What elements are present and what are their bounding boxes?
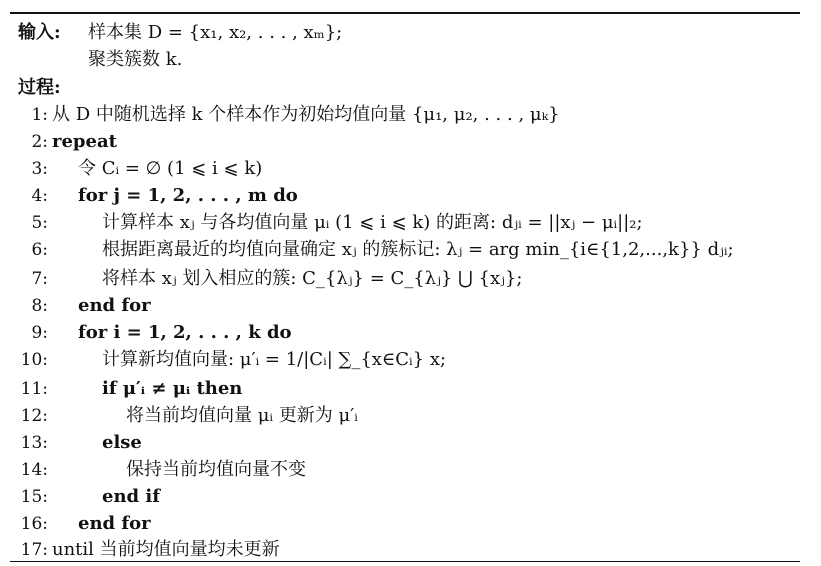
- line-number: 17:: [20, 540, 48, 560]
- line-number: 2:: [31, 132, 48, 152]
- line-number: 3:: [31, 159, 48, 179]
- line-number: 16:: [20, 514, 48, 534]
- step-text: 将当前均值向量 μᵢ 更新为 μ′ᵢ: [126, 405, 358, 426]
- bottom-rule: [10, 561, 800, 562]
- input-dataset: 样本集 D = {x₁, x₂, . . . , xₘ};: [88, 22, 343, 43]
- step-text: 计算样本 xⱼ 与各均值向量 μᵢ (1 ⩽ i ⩽ k) 的距离: dⱼᵢ = ||xⱼ − μᵢ||₂;: [102, 212, 643, 233]
- line-number: 5:: [31, 213, 48, 233]
- algorithm-block: [10, 0, 810, 566]
- step-text: repeat: [52, 131, 117, 152]
- step-text: until 当前均值向量均未更新: [52, 539, 280, 560]
- line-number: 13:: [20, 433, 48, 453]
- step-text: end for: [78, 295, 151, 316]
- line-number: 10:: [20, 350, 48, 370]
- step-text: 将样本 xⱼ 划入相应的簇: C_{λⱼ} = C_{λⱼ} ⋃ {xⱼ};: [102, 268, 523, 289]
- step-text: 计算新均值向量: μ′ᵢ = 1/|Cᵢ| ∑_{x∈Cᵢ} x;: [102, 349, 447, 370]
- step-text: 令 Cᵢ = ∅ (1 ⩽ i ⩽ k): [78, 158, 263, 179]
- top-rule: [10, 12, 800, 14]
- line-number: 11:: [20, 379, 48, 399]
- step-text: 保持当前均值向量不变: [126, 459, 306, 480]
- line-number: 6:: [31, 240, 48, 260]
- line-number: 4:: [31, 186, 48, 206]
- line-number: 15:: [20, 487, 48, 507]
- step-text: else: [102, 432, 142, 453]
- process-label: 过程:: [18, 77, 61, 98]
- input-label: 输入:: [18, 22, 61, 43]
- line-number: 1:: [31, 105, 48, 125]
- step-text: end for: [78, 513, 151, 534]
- step-text: for j = 1, 2, . . . , m do: [78, 185, 298, 206]
- step-text: if μ′ᵢ ≠ μᵢ then: [102, 378, 243, 399]
- step-text: for i = 1, 2, . . . , k do: [78, 322, 292, 343]
- input-cluster-count: 聚类簇数 k.: [88, 49, 183, 70]
- step-text: end if: [102, 486, 160, 507]
- line-number: 8:: [31, 296, 48, 316]
- line-number: 7:: [31, 269, 48, 289]
- line-number: 14:: [20, 460, 48, 480]
- line-number: 12:: [20, 406, 48, 426]
- step-text: 从 D 中随机选择 k 个样本作为初始均值向量 {μ₁, μ₂, . . . , μₖ}: [52, 104, 560, 125]
- line-number: 9:: [31, 323, 48, 343]
- step-text: 根据距离最近的均值向量确定 xⱼ 的簇标记: λⱼ = arg min_{i∈{1,2,...,k}} dⱼᵢ;: [102, 239, 734, 260]
